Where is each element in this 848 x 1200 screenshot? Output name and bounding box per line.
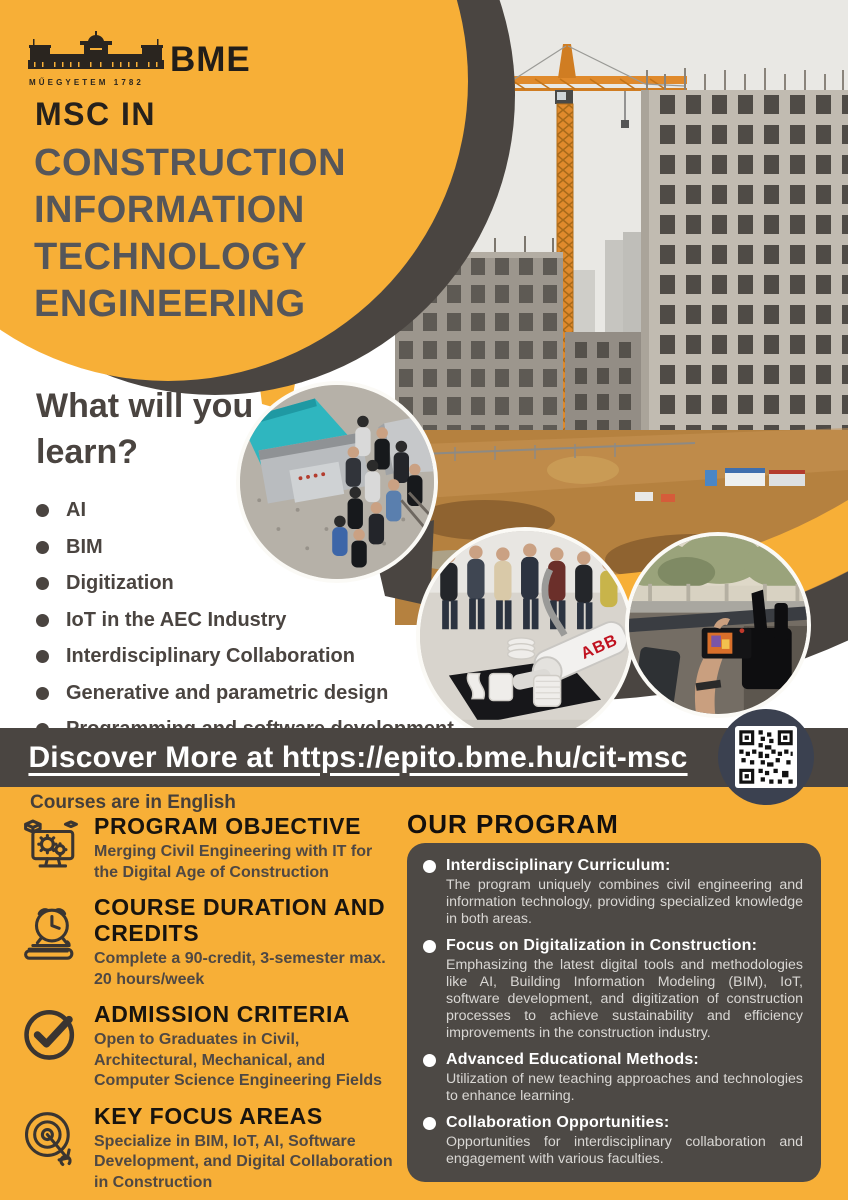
- learn-item-label: AI: [66, 499, 86, 521]
- program-panel: [407, 843, 821, 1182]
- program-heading: OUR PROGRAM: [407, 809, 619, 839]
- logo-text: BME: [170, 40, 251, 79]
- program-bullet-body: Emphasizing the latest digital tools and methodologies like AI, Building Information Modeling (BIM), IoT, software development, and digitization of construction processes to achieve sustainability and efficiency improvements in the construction industry.: [446, 957, 803, 1041]
- checkmark-circle-icon: [22, 1001, 86, 1092]
- title-line: INFORMATION: [34, 189, 305, 231]
- learn-item-label: Generative and parametric design: [66, 681, 389, 704]
- feature-admission-criteria: [22, 1001, 400, 1092]
- bullet-dot: [36, 541, 49, 554]
- bme-logo: [28, 26, 268, 92]
- program-bullet-title: Focus on Digitalization in Construction:: [446, 937, 758, 954]
- program-bullet-body: The program uniquely combines civil engineering and information technology, providing specialized knowledge in both areas.: [446, 877, 803, 927]
- program-bullet-title: Collaboration Opportunities:: [446, 1114, 670, 1131]
- page-title: [34, 140, 346, 328]
- bullet-dot: [423, 1054, 436, 1067]
- feature-course-duration: [22, 894, 400, 990]
- feature-title: KEY FOCUS AREAS: [94, 1102, 323, 1129]
- program-bullet-title: Interdisciplinary Curriculum:: [446, 857, 671, 874]
- bullet-dot: [423, 1117, 436, 1130]
- features-list: [22, 813, 400, 1193]
- logo-caption: MŰEGYETEM 1782: [29, 78, 144, 87]
- feature-program-objective: [22, 813, 400, 883]
- bullet-dot: [36, 504, 49, 517]
- monitor-gears-icon: [22, 813, 86, 883]
- title-line: ENGINEERING: [34, 283, 306, 325]
- program-bullet: [423, 1114, 803, 1168]
- program-bullet-body: Opportunities for interdisciplinary collaboration and engagement with various faculties.: [446, 1134, 803, 1167]
- feature-description: Complete a 90-credit, 3-semester max. 20 hours/week: [94, 950, 386, 988]
- feature-title: COURSE DURATION AND CREDITS: [94, 894, 386, 946]
- title-line: CONSTRUCTION: [34, 142, 347, 184]
- target-arrow-icon: [22, 1103, 86, 1194]
- qr-code: [735, 726, 797, 788]
- program-bullet-body: Utilization of new teaching approaches and technologies to enhance learning.: [446, 1071, 803, 1104]
- bullet-dot: [36, 687, 49, 700]
- robot-lab-photo-circle: [416, 527, 634, 745]
- feature-description: Specialize in BIM, IoT, AI, Software Development, and Digital Collaboration in Construction: [94, 1132, 393, 1191]
- thermal-camera-photo-circle: [625, 532, 811, 718]
- program-bullet: [423, 937, 803, 1042]
- feature-title: ADMISSION CRITERIA: [94, 1001, 351, 1027]
- alarm-clock-book-icon: [22, 894, 86, 990]
- feature-key-focus: [22, 1103, 400, 1194]
- program-bullet-title: Advanced Educational Methods:: [446, 1051, 699, 1068]
- rooftop-photo-circle: [236, 381, 438, 583]
- bullet-dot: [36, 577, 49, 590]
- bottom-section: [0, 787, 848, 1200]
- bullet-dot: [36, 614, 49, 627]
- qr-badge: [718, 709, 814, 805]
- learn-item-label: Interdisciplinary Collaboration: [66, 645, 355, 667]
- feature-description: Open to Graduates in Civil, Architectural, Mechanical, and Computer Science Engineering Fields: [94, 1031, 383, 1089]
- learn-heading: What will you learn?: [36, 387, 254, 471]
- bullet-dot: [36, 650, 49, 663]
- degree-kicker: MSC IN: [35, 96, 156, 132]
- discover-link[interactable]: Discover More at https://epito.bme.hu/cit-msc: [28, 740, 688, 774]
- bme-building-icon: [28, 30, 164, 76]
- program-bullet: [423, 1051, 803, 1105]
- learn-item-label: IoT in the AEC Industry: [66, 608, 287, 631]
- bullet-dot: [423, 860, 436, 873]
- feature-title: PROGRAM OBJECTIVE: [94, 813, 362, 839]
- title-line: TECHNOLOGY: [34, 236, 308, 278]
- program-bullet: [423, 857, 803, 928]
- svg-text:ABB: ABB: [578, 630, 621, 663]
- bullet-dot: [423, 940, 436, 953]
- language-note: Courses are in English: [30, 792, 236, 813]
- feature-description: Merging Civil Engineering with IT for the Digital Age of Construction: [94, 843, 373, 881]
- learn-item-label: BIM: [66, 535, 103, 558]
- learn-item-label: Digitization: [66, 572, 174, 594]
